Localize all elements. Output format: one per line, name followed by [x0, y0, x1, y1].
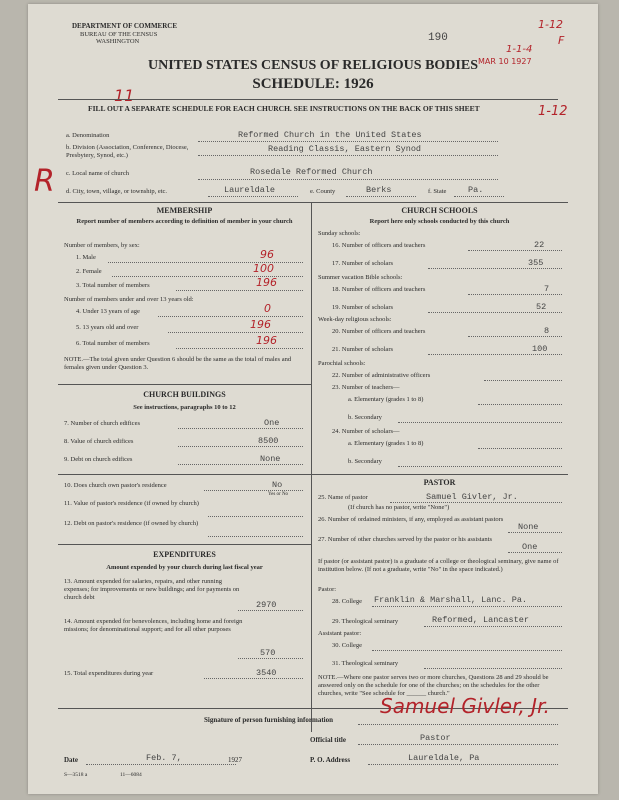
q8-value: 8500: [258, 436, 279, 446]
q12-line: [208, 536, 303, 537]
q27-value: One: [522, 542, 538, 552]
q26-line: [508, 532, 562, 533]
q20-label: 20. Number of officers and teachers: [332, 328, 426, 335]
q21-label: 21. Number of scholars: [332, 346, 394, 353]
q2-label: 2. Female: [76, 268, 102, 275]
q25-label: 25. Name of pastor: [318, 494, 368, 501]
header-rule: [58, 99, 558, 100]
q6-label: 6. Total number of members: [76, 340, 150, 347]
q8-line: [178, 446, 303, 447]
q2-value: 100: [253, 262, 274, 275]
buildings-subheading: See instructions, paragraphs 10 to 12: [133, 404, 236, 411]
q28-label: 28. College: [332, 598, 362, 605]
q3-line: [176, 290, 303, 291]
county-label: e. County: [310, 188, 336, 195]
po-address-line: [368, 764, 558, 765]
q6-line: [176, 348, 303, 349]
q31-line: [424, 668, 562, 669]
pastor-top-rule: [311, 474, 568, 475]
expenditures-top-rule: [58, 544, 311, 545]
pastor-heading: PASTOR: [423, 478, 456, 487]
state-label: f. State: [428, 188, 447, 195]
q14-line: [238, 658, 303, 659]
county-value: Berks: [366, 185, 392, 195]
state-line: [454, 196, 504, 197]
q25-note: (If church has no pastor, write "None"): [348, 504, 450, 511]
q10-note: Yes or No: [268, 492, 289, 497]
q8-label: 8. Value of church edifices: [64, 438, 134, 445]
q26-label: 26. Number of ordained ministers, if any, employed as assistant pastors: [318, 516, 504, 523]
signature-line: [358, 724, 558, 725]
q15-value: 3540: [256, 668, 277, 678]
q24-label: 24. Number of scholars—: [332, 428, 400, 435]
section-top-rule: [58, 202, 568, 203]
denomination-line: [198, 141, 498, 142]
q22-label: 22. Number of administrative officers: [332, 372, 431, 379]
po-address-value: Laureldale, Pa: [408, 753, 480, 763]
q13-value: 2970: [256, 600, 277, 610]
local-name-line: [198, 179, 498, 180]
schools-heading: CHURCH SCHOOLS: [401, 206, 478, 215]
margin-note-112: 1-12: [538, 104, 568, 119]
bureau-label: BUREAU OF THE CENSUS: [80, 31, 158, 38]
q10-label: 10. Does church own pastor's residence: [64, 482, 167, 489]
q5-value: 196: [250, 318, 271, 331]
q23a-line: [478, 404, 562, 405]
q20-value: 8: [544, 326, 550, 336]
membership-note: NOTE.—The total given under Question 6 should be the same as the total of males and females given under Question 3.: [64, 356, 292, 371]
q19-value: 52: [536, 302, 547, 312]
q18-line: [468, 294, 562, 295]
q23-label: 23. Number of teachers—: [332, 384, 400, 391]
q24a-line: [478, 448, 562, 449]
q11-line: [208, 516, 303, 517]
expenditures-heading: EXPENDITURES: [153, 550, 216, 559]
corner-note-2: F: [558, 34, 565, 47]
form-code: S—3518 a: [64, 772, 88, 778]
q21-line: [428, 354, 562, 355]
membership-heading: MEMBERSHIP: [156, 206, 213, 215]
q9-line: [178, 464, 303, 465]
q28-value: Franklin & Marshall, Lanc. Pa.: [374, 595, 528, 605]
q23a-label: a. Elementary (grades 1 to 8): [348, 396, 424, 403]
sunday-label: Sunday schools:: [318, 230, 361, 237]
denomination-value: Reformed Church in the United States: [238, 130, 422, 140]
q14-label: 14. Amount expended for benevolences, including home and foreign missions; for denominational support; and for all other purposes: [64, 618, 243, 633]
q31-label: 31. Theological seminary: [332, 660, 399, 667]
q14-value: 570: [260, 648, 276, 658]
date-year: 1927: [228, 756, 242, 764]
local-name-label: c. Local name of church: [66, 170, 129, 177]
pastor-sub-label: Pastor:: [318, 586, 337, 593]
q27-label: 27. Number of other churches served by the pastor or his assistants: [318, 536, 493, 543]
q16-line: [468, 250, 562, 251]
q3-label: 3. Total number of members: [76, 282, 150, 289]
q29-value: Reformed, Lancaster: [432, 615, 529, 625]
corner-note-1: 1-12: [538, 18, 563, 31]
q25-line: [390, 502, 562, 503]
q19-label: 19. Number of scholars: [332, 304, 394, 311]
q15-label: 15. Total expenditures during year: [64, 670, 154, 677]
q10-line: [204, 490, 303, 491]
q30-label: 30. College: [332, 642, 362, 649]
department-label: DEPARTMENT OF COMMERCE: [72, 22, 178, 30]
q4-value: 0: [264, 302, 271, 315]
q16-label: 16. Number of officers and teachers: [332, 242, 426, 249]
q17-value: 355: [528, 258, 544, 268]
q3-value: 196: [256, 276, 277, 289]
membership-subheading: Report number of members according to definition of member in your church: [76, 218, 293, 225]
q16-value: 22: [534, 240, 545, 250]
q7-line: [178, 428, 303, 429]
margin-note-114: 1-1-4: [506, 44, 533, 55]
q18-value: 7: [544, 284, 550, 294]
received-stamp: MAR 10 1927: [478, 57, 532, 66]
handwritten-signature: Samuel Givler, Jr.: [380, 694, 550, 718]
q12-label: 12. Debt on pastor's residence (if owned by church): [64, 520, 199, 527]
q17-label: 17. Number of scholars: [332, 260, 394, 267]
date-line: [86, 764, 236, 765]
schedule-title: SCHEDULE: 1926: [252, 76, 374, 92]
q5-line: [168, 332, 303, 333]
column-divider: [311, 202, 312, 732]
q24a-label: a. Elementary (grades 1 to 8): [348, 440, 424, 447]
q9-value: None: [260, 454, 281, 464]
signature-label: Signature of person furnishing information: [204, 716, 333, 724]
q26-value: None: [518, 522, 539, 532]
official-title-line: [358, 744, 558, 745]
census-form-sheet: [28, 4, 598, 794]
q29-label: 29. Theological seminary: [332, 618, 399, 625]
q1-label: 1. Male: [76, 254, 96, 261]
county-line: [346, 196, 416, 197]
form-title: UNITED STATES CENSUS OF RELIGIOUS BODIES: [147, 58, 478, 73]
print-code: 11—6084: [120, 772, 142, 778]
denomination-label: a. Denomination: [66, 132, 110, 139]
under-over-label: Number of members under and over 13 years old:: [64, 296, 194, 303]
q23b-line: [398, 422, 562, 423]
city-label: WASHINGTON: [96, 38, 140, 45]
q30-line: [372, 650, 562, 651]
schools-subheading: Report here only schools conducted by this church: [369, 218, 510, 225]
q28-line: [372, 606, 562, 607]
q10-value: No: [272, 480, 283, 490]
handwritten-11: 11: [114, 86, 135, 105]
state-value: Pa.: [468, 185, 484, 195]
division-value: Reading Classis, Eastern Synod: [268, 144, 422, 154]
q9-label: 9. Debt on church edifices: [64, 456, 133, 463]
q5-label: 5. 13 years old and over: [76, 324, 139, 331]
q6-value: 196: [256, 334, 277, 347]
q1-value: 96: [260, 248, 274, 261]
instruction-line: FILL OUT A SEPARATE SCHEDULE FOR EACH CHURCH. SEE INSTRUCTIONS ON THE BACK OF THIS SHEET: [88, 104, 480, 113]
q24b-line: [398, 466, 562, 467]
weekday-label: Week-day religious schools:: [318, 316, 392, 323]
by-sex-label: Number of members, by sex:: [64, 242, 140, 249]
buildings-mid-rule: [58, 474, 311, 475]
q22-line: [484, 380, 562, 381]
q13-label: 13. Amount expended for salaries, repairs, and other running expenses; for improvements or new buildings; and for payments on church debt: [64, 578, 240, 601]
form-number: 190: [428, 32, 448, 44]
pastor-note: NOTE.—Where one pastor serves two or more churches, Questions 28 and 29 should be answered only on the schedule for one of the churches; on the schedules for the other churches, write "See schedule for ______ church.": [318, 674, 549, 697]
q24b-label: b. Secondary: [348, 458, 382, 465]
q19-line: [428, 312, 562, 313]
division-label: b. Division (Association, Conference, Diocese, Presbytery, Synod, etc.): [66, 144, 189, 159]
summer-label: Summer vacation Bible schools:: [318, 274, 403, 281]
date-label: Date: [64, 756, 78, 764]
parochial-label: Parochial schools:: [318, 360, 366, 367]
q4-line: [158, 316, 303, 317]
graduate-instruction: If pastor (or assistant pastor) is a graduate of a college or theological seminary, give name of institution below. (If not a graduate, write "No" in the space indicated.): [318, 558, 559, 573]
q18-label: 18. Number of officers and teachers: [332, 286, 426, 293]
q20-line: [468, 336, 562, 337]
q25-value: Samuel Givler, Jr.: [426, 492, 518, 502]
date-value: Feb. 7,: [146, 753, 182, 763]
city-line: [208, 196, 298, 197]
po-address-label: P. O. Address: [310, 756, 351, 764]
buildings-heading: CHURCH BUILDINGS: [143, 390, 226, 399]
official-title-value: Pastor: [420, 733, 451, 743]
local-name-value: Rosedale Reformed Church: [250, 167, 373, 177]
q11-label: 11. Value of pastor's residence (if owned by church): [64, 500, 199, 507]
q17-line: [428, 268, 562, 269]
q13-line: [238, 610, 303, 611]
handwritten-R: R: [34, 164, 55, 199]
q15-line: [204, 678, 303, 679]
division-line: [198, 155, 498, 156]
city-town-label: d. City, town, village, or township, etc.: [66, 188, 168, 195]
official-title-label: Official title: [310, 736, 346, 744]
q21-value: 100: [532, 344, 548, 354]
q4-label: 4. Under 13 years of age: [76, 308, 140, 315]
q7-label: 7. Number of church edifices: [64, 420, 140, 427]
expenditures-subheading: Amount expended by your church during last fiscal year: [106, 564, 263, 571]
q7-value: One: [264, 418, 280, 428]
q27-line: [508, 552, 562, 553]
q29-line: [424, 626, 562, 627]
buildings-top-rule: [58, 384, 311, 385]
city-value: Laureldale: [224, 185, 276, 195]
q23b-label: b. Secondary: [348, 414, 382, 421]
assistant-label: Assistant pastor:: [318, 630, 362, 637]
